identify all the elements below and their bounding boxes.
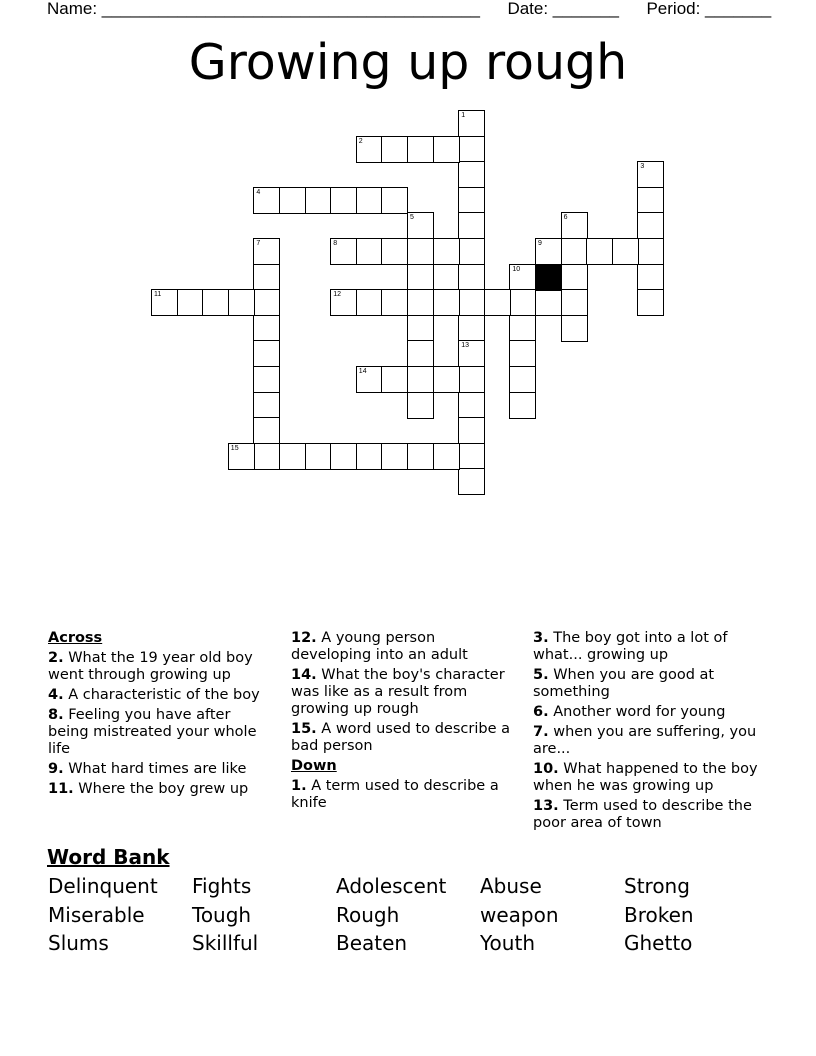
clue-down-6: 6. Another word for young (533, 704, 726, 720)
crossword-cell[interactable] (253, 417, 280, 444)
word-bank-word: Ghetto (624, 931, 693, 955)
crossword-cell[interactable] (484, 289, 511, 316)
clue-down-7: 7. when you are suffering, you are... (533, 724, 757, 757)
crossword-cell[interactable] (381, 289, 408, 316)
crossword-cell[interactable] (458, 187, 485, 214)
word-bank-word: Youth (480, 931, 535, 955)
clue-number: 6 (563, 214, 568, 222)
crossword-cell[interactable] (458, 315, 485, 342)
crossword-cell[interactable] (253, 238, 280, 265)
crossword-cell[interactable] (356, 366, 383, 393)
name-field[interactable]: Name: ________________________________________ (47, 0, 480, 18)
clue-down-3: 3. The boy got into a lot of what... growing up (533, 630, 728, 663)
word-bank-word: Slums (48, 931, 109, 955)
crossword-cell[interactable] (407, 289, 434, 316)
clue-across-8: 8. Feeling you have after being mistreated your whole life (48, 707, 257, 757)
crossword-cell[interactable] (381, 238, 408, 265)
crossword-cell[interactable] (381, 187, 408, 214)
crossword-cell[interactable] (253, 315, 280, 342)
crossword-cell[interactable] (586, 238, 613, 265)
crossword-cell[interactable] (177, 289, 204, 316)
word-bank-word: Fights (192, 874, 252, 898)
clue-number: 13 (461, 342, 469, 350)
crossword-cell[interactable] (356, 443, 383, 470)
crossword-cell[interactable] (458, 443, 485, 470)
crossword-cell[interactable] (433, 238, 460, 265)
crossword-cell[interactable] (305, 443, 332, 470)
period-field[interactable]: Period: _______ (646, 0, 772, 18)
crossword-cell[interactable] (433, 443, 460, 470)
word-bank-word: Strong (624, 874, 690, 898)
crossword-cell[interactable] (253, 340, 280, 367)
crossword-cell[interactable] (381, 136, 408, 163)
word-bank-word: Tough (192, 902, 252, 927)
clue-number: 14 (358, 368, 367, 375)
word-bank-word: Abuse (480, 874, 542, 898)
crossword-cell[interactable] (561, 212, 588, 239)
clue-number: 10 (512, 265, 521, 273)
clue-number: 7 (256, 240, 261, 247)
word-bank-word: Miserable (48, 902, 145, 927)
crossword-cell[interactable] (561, 315, 588, 342)
date-field[interactable]: Date: _______ (507, 0, 619, 18)
crossword-cell[interactable] (458, 212, 485, 239)
crossword-cell[interactable] (458, 417, 485, 444)
clue-number: 1 (461, 112, 466, 119)
clue-across-15: 15. A word used to describe a bad person (291, 721, 510, 754)
crossword-cell[interactable] (253, 392, 280, 419)
clues-column-3 (533, 630, 769, 835)
word-bank-word: Broken (624, 902, 694, 927)
crossword-cell[interactable] (407, 136, 434, 163)
clue-down-13: 13. Term used to describe the poor area of town (533, 798, 752, 831)
crossword-cell[interactable] (458, 289, 485, 316)
crossword-cell[interactable] (612, 238, 639, 265)
crossword-cell[interactable] (407, 443, 434, 470)
crossword-cell[interactable] (253, 366, 280, 393)
crossword-cell[interactable] (279, 443, 306, 470)
word-bank-word: Adolescent (336, 874, 447, 898)
crossword-cell[interactable] (535, 289, 562, 316)
clue-number: 5 (410, 214, 414, 222)
word-bank-word: Skillful (192, 931, 259, 955)
clues-column-1 (48, 630, 270, 801)
crossword-cell[interactable] (458, 468, 485, 495)
crossword-cell[interactable] (253, 289, 280, 316)
crossword-cell[interactable] (433, 366, 460, 393)
crossword-cell[interactable] (509, 264, 536, 291)
clue-down-10: 10. What happened to the boy when he was growing up (533, 761, 758, 794)
crossword-grid (0, 0, 816, 520)
crossword-cell[interactable] (433, 136, 460, 163)
crossword-cell[interactable] (407, 366, 434, 393)
crossword-cell[interactable] (535, 238, 562, 265)
crossword-cell[interactable] (637, 161, 664, 188)
across-heading: Across (48, 630, 103, 646)
crossword-cell[interactable] (561, 289, 588, 316)
clue-number: 12 (333, 291, 341, 299)
crossword-cell[interactable] (253, 264, 280, 291)
crossword-cell[interactable] (151, 289, 178, 316)
crossword-cell[interactable] (458, 366, 485, 393)
crossword-cell[interactable] (458, 392, 485, 419)
crossword-cell[interactable] (330, 443, 357, 470)
crossword-cell[interactable] (356, 289, 383, 316)
down-heading: Down (291, 758, 337, 774)
crossword-cell[interactable] (509, 315, 536, 342)
crossword-cell[interactable] (407, 392, 434, 419)
crossword-cell[interactable] (458, 264, 485, 291)
crossword-cell[interactable] (509, 340, 536, 367)
clue-across-11: 11. Where the boy grew up (48, 781, 249, 797)
crossword-cell[interactable] (637, 289, 664, 316)
crossword-cell[interactable] (330, 238, 357, 265)
word-bank-word: weapon (480, 902, 559, 927)
crossword-cell[interactable] (637, 238, 664, 265)
crossword-cell[interactable] (509, 392, 536, 419)
word-bank-title: Word Bank (47, 845, 170, 869)
clue-number: 9 (538, 240, 542, 247)
crossword-cell[interactable] (228, 443, 255, 470)
word-bank-word: Rough (336, 902, 400, 927)
crossword-cell[interactable] (561, 264, 588, 291)
clue-across-2: 2. What the 19 year old boy went through growing up (48, 650, 253, 683)
clues-column-2 (291, 630, 516, 815)
crossword-cell[interactable] (458, 136, 485, 163)
crossword-cell[interactable] (279, 187, 306, 214)
page-title: Growing up rough (188, 34, 628, 91)
clue-down-1: 1. A term used to describe a knife (291, 778, 499, 811)
crossword-cell[interactable] (637, 187, 664, 214)
crossword-cell[interactable] (561, 238, 588, 265)
clue-number: 4 (256, 188, 261, 196)
crossword-cell[interactable] (381, 366, 408, 393)
crossword-cell[interactable] (458, 238, 485, 265)
crossword-cell[interactable] (253, 187, 280, 214)
crossword-cell[interactable] (381, 443, 408, 470)
word-bank-word: Beaten (336, 931, 408, 955)
crossword-cell[interactable] (433, 289, 460, 316)
crossword-cell[interactable] (509, 289, 536, 316)
crossword-cell[interactable] (356, 238, 383, 265)
clue-number: 3 (640, 163, 645, 171)
word-bank-word: Delinquent (48, 874, 158, 898)
crossword-cell[interactable] (305, 187, 332, 214)
clue-number: 2 (358, 137, 363, 145)
crossword-cell[interactable] (407, 315, 434, 342)
crossword-cell[interactable] (407, 340, 434, 367)
crossword-cell[interactable] (509, 366, 536, 393)
crossword-cell[interactable] (637, 264, 664, 291)
clue-across-4: 4. A characteristic of the boy (48, 687, 260, 703)
clue-number: 15 (230, 444, 239, 452)
crossword-cell[interactable] (458, 340, 485, 367)
crossword-cell[interactable] (330, 187, 357, 214)
crossword-cell[interactable] (407, 212, 434, 239)
crossword-cell[interactable] (202, 289, 229, 316)
clue-across-9: 9. What hard times are like (48, 761, 247, 777)
crossword-cell[interactable] (356, 187, 383, 214)
clue-across-14: 14. What the boy's character was like as a result from growing up rough (291, 667, 505, 717)
crossword-cell[interactable] (356, 136, 383, 163)
clue-number: 8 (333, 240, 338, 247)
crossword-cell[interactable] (458, 110, 485, 137)
crossword-cell[interactable] (458, 161, 485, 188)
blocked-cell (535, 264, 562, 291)
clue-down-5: 5. When you are good at something (533, 667, 715, 700)
crossword-cell[interactable] (637, 212, 664, 239)
crossword-cell[interactable] (407, 238, 434, 265)
crossword-cell[interactable] (253, 443, 280, 470)
crossword-cell[interactable] (407, 264, 434, 291)
clue-number: 11 (154, 291, 162, 299)
clue-across-12: 12. A young person developing into an adult (291, 630, 468, 663)
crossword-cell[interactable] (228, 289, 255, 316)
crossword-cell[interactable] (330, 289, 357, 316)
